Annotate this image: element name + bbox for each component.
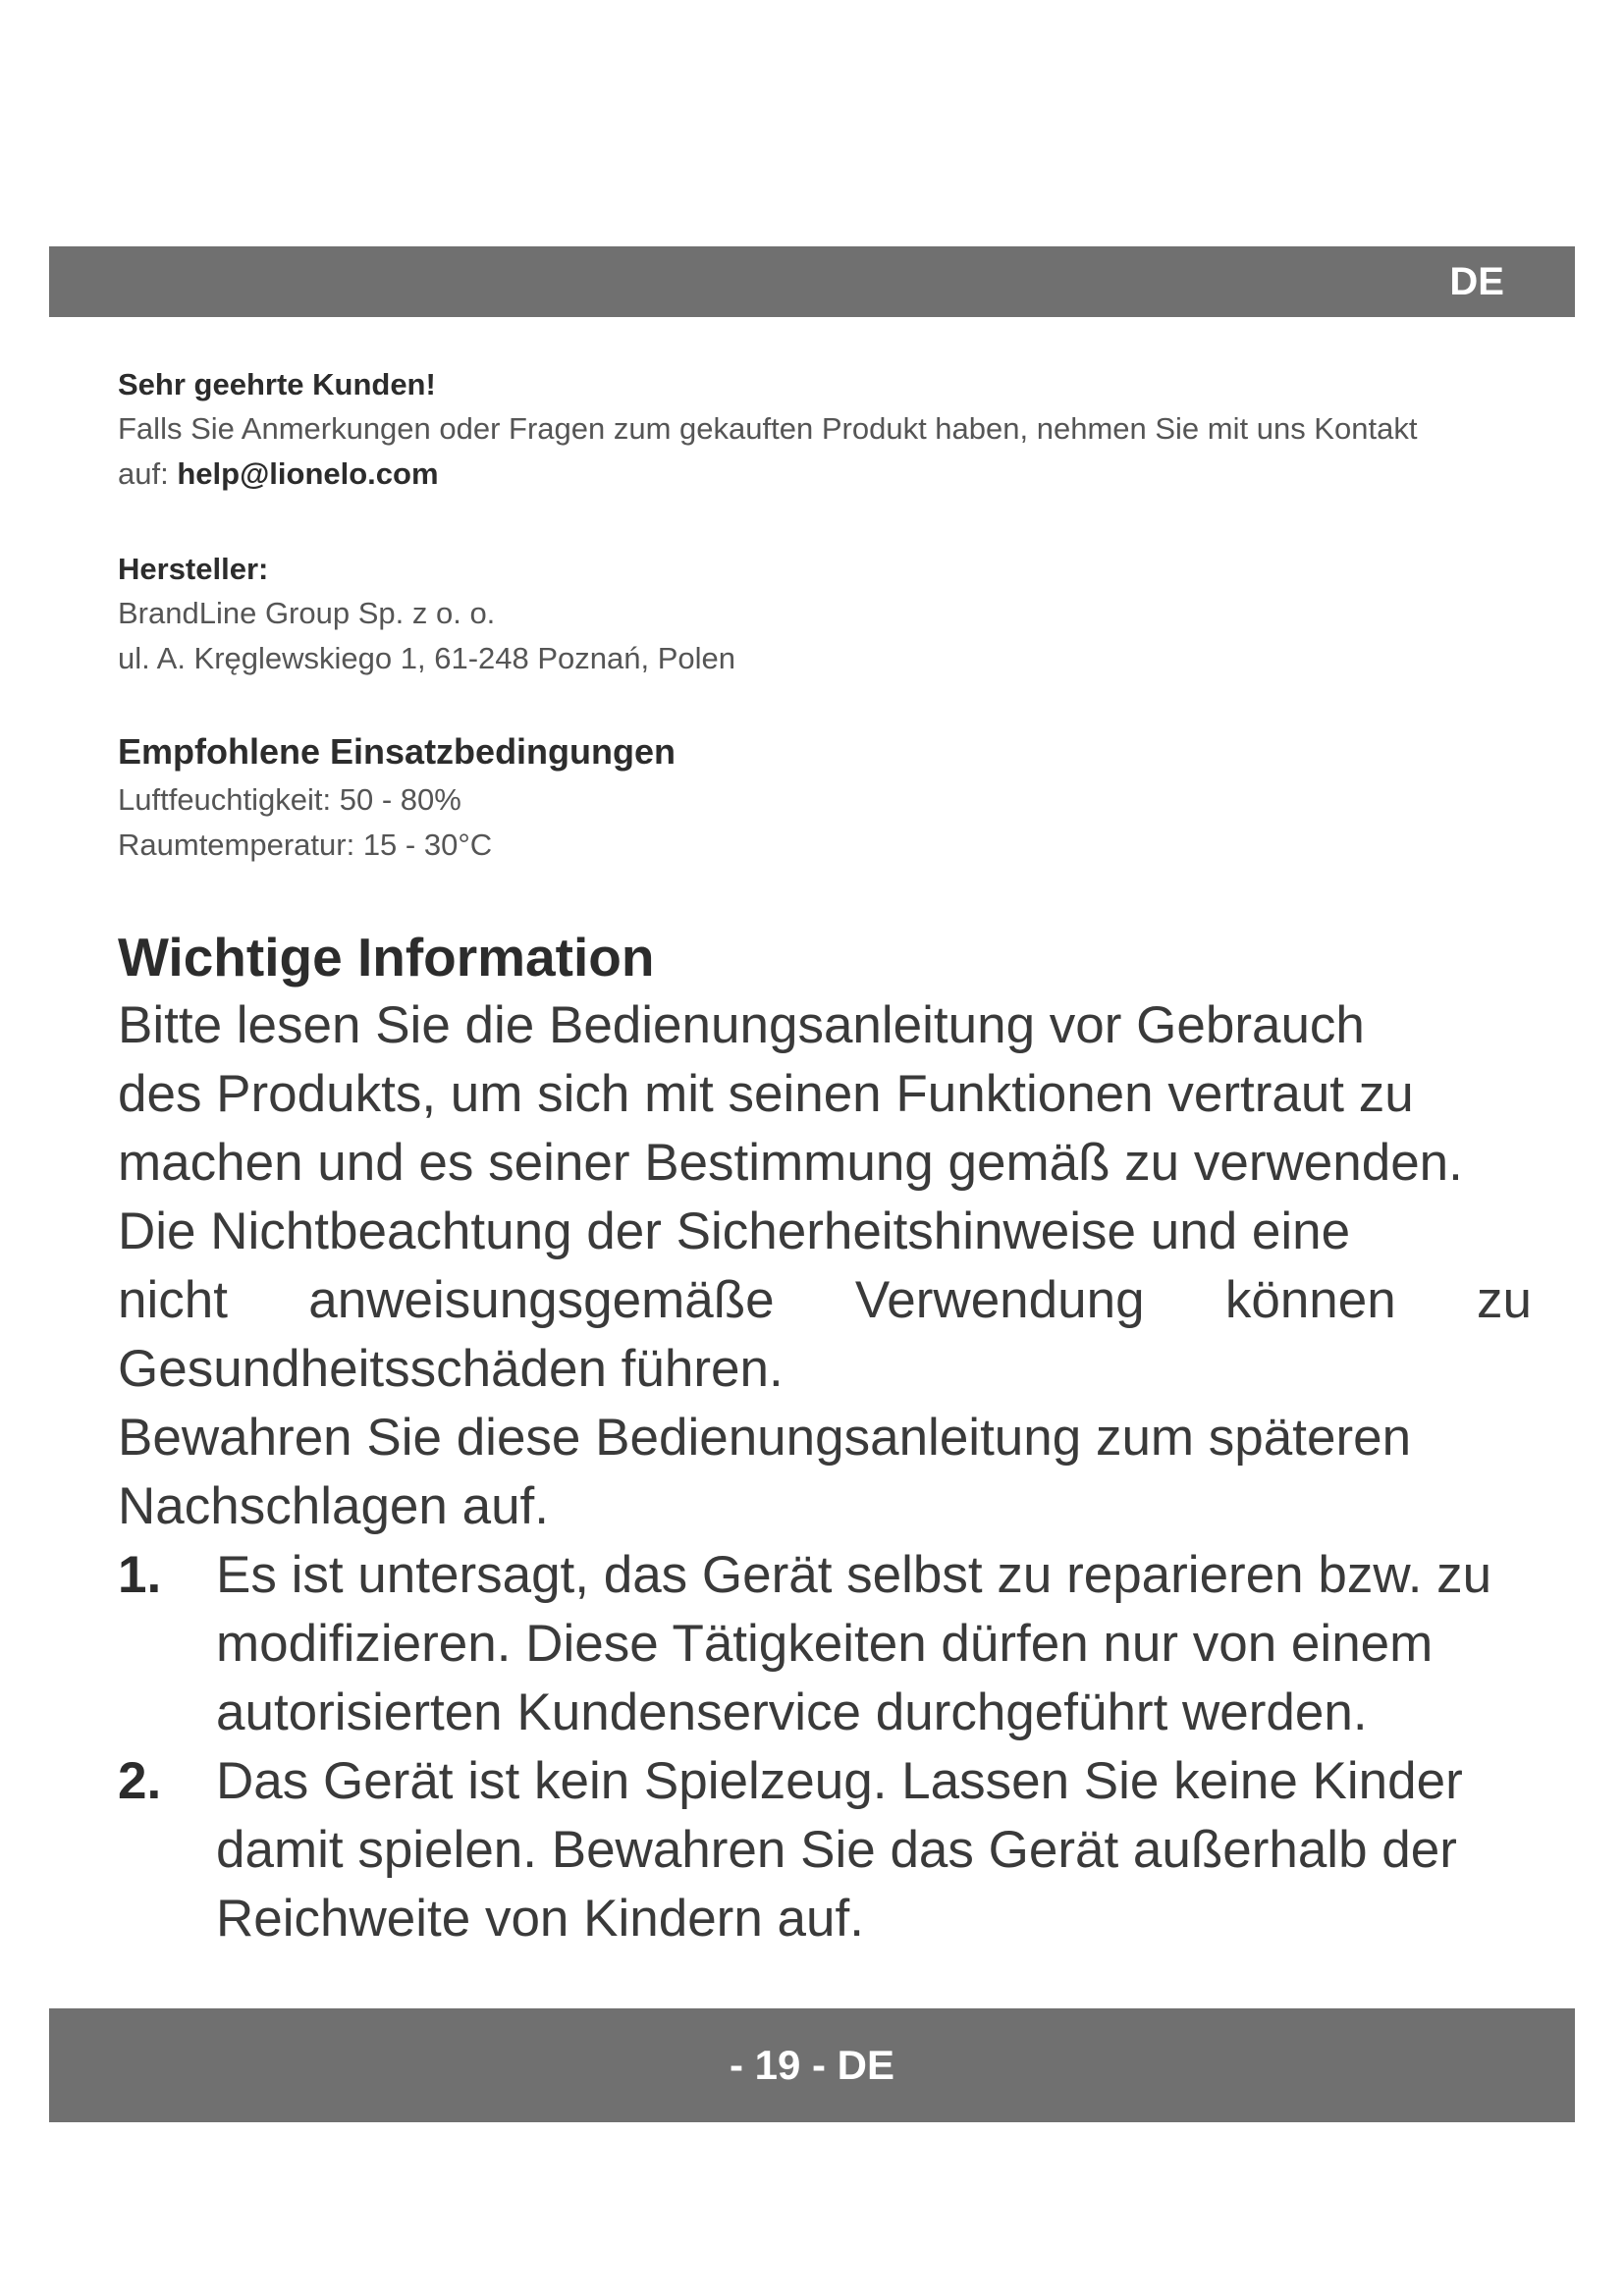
important-line: Bitte lesen Sie die Bedienungsanleitung vor Gebrauch bbox=[118, 996, 1365, 1054]
list-item bbox=[118, 1747, 1551, 1953]
conditions-humidity: Luftfeuchtigkeit: 50 - 80% bbox=[118, 782, 461, 817]
manufacturer-company: BrandLine Group Sp. z o. o. bbox=[118, 596, 496, 630]
list-item bbox=[118, 1541, 1551, 1747]
conditions-heading: Empfohlene Einsatzbedingungen bbox=[118, 731, 677, 772]
list-item-text: Das Gerät ist kein Spielzeug. Lassen Sie keine Kinder damit spielen. Bewahren Sie das Gerät außerhalb der Reichweite von Kindern auf. bbox=[216, 1752, 1463, 1948]
manufacturer-heading: Hersteller: bbox=[118, 552, 269, 586]
contact-text: Falls Sie Anmerkungen oder Fragen zum gekauften Produkt haben, nehmen Sie mit uns Kontakt bbox=[118, 411, 1418, 446]
important-line: des Produkts, um sich mit seinen Funktionen vertraut zu bbox=[118, 1065, 1414, 1123]
contact-prefix: auf: bbox=[118, 456, 169, 491]
conditions-section bbox=[118, 726, 1551, 868]
contact-line bbox=[118, 452, 1551, 497]
important-paragraph bbox=[118, 991, 1551, 1541]
list-item-number: 2. bbox=[118, 1752, 162, 1810]
language-label: DE bbox=[1449, 260, 1504, 303]
contact-heading: Sehr geehrte Kunden! bbox=[118, 367, 436, 401]
manufacturer-address: ul. A. Kręglewskiego 1, 61-248 Poznań, Polen bbox=[118, 641, 736, 675]
manufacturer-section bbox=[118, 548, 1551, 681]
contact-section bbox=[118, 363, 1551, 497]
important-line: Nachschlagen auf. bbox=[118, 1477, 550, 1535]
important-line: Gesundheitsschäden führen. bbox=[118, 1340, 784, 1398]
header-bar bbox=[49, 246, 1575, 317]
list-item-number: 1. bbox=[118, 1546, 162, 1604]
list-item-text: Es ist untersagt, das Gerät selbst zu reparieren bzw. zu modifizieren. Diese Tätigkeiten dürfen nur von einem autorisierten Kundenservice durchgeführt werden. bbox=[216, 1546, 1492, 1741]
footer-bar bbox=[49, 2008, 1575, 2122]
important-line: Die Nichtbeachtung der Sicherheitshinweise und eine bbox=[118, 1202, 1351, 1260]
important-line: nicht anweisungsgemäße Verwendung können zu bbox=[118, 1271, 1532, 1329]
important-title: Wichtige Information bbox=[118, 927, 655, 988]
contact-email: help@lionelo.com bbox=[177, 456, 439, 491]
page-content bbox=[118, 363, 1551, 1953]
important-line: machen und es seiner Bestimmung gemäß zu verwenden. bbox=[118, 1134, 1463, 1192]
page-number: - 19 - DE bbox=[729, 2042, 895, 2088]
conditions-temperature: Raumtemperatur: 15 - 30°C bbox=[118, 828, 493, 862]
important-line: Bewahren Sie diese Bedienungsanleitung zum späteren bbox=[118, 1409, 1412, 1467]
